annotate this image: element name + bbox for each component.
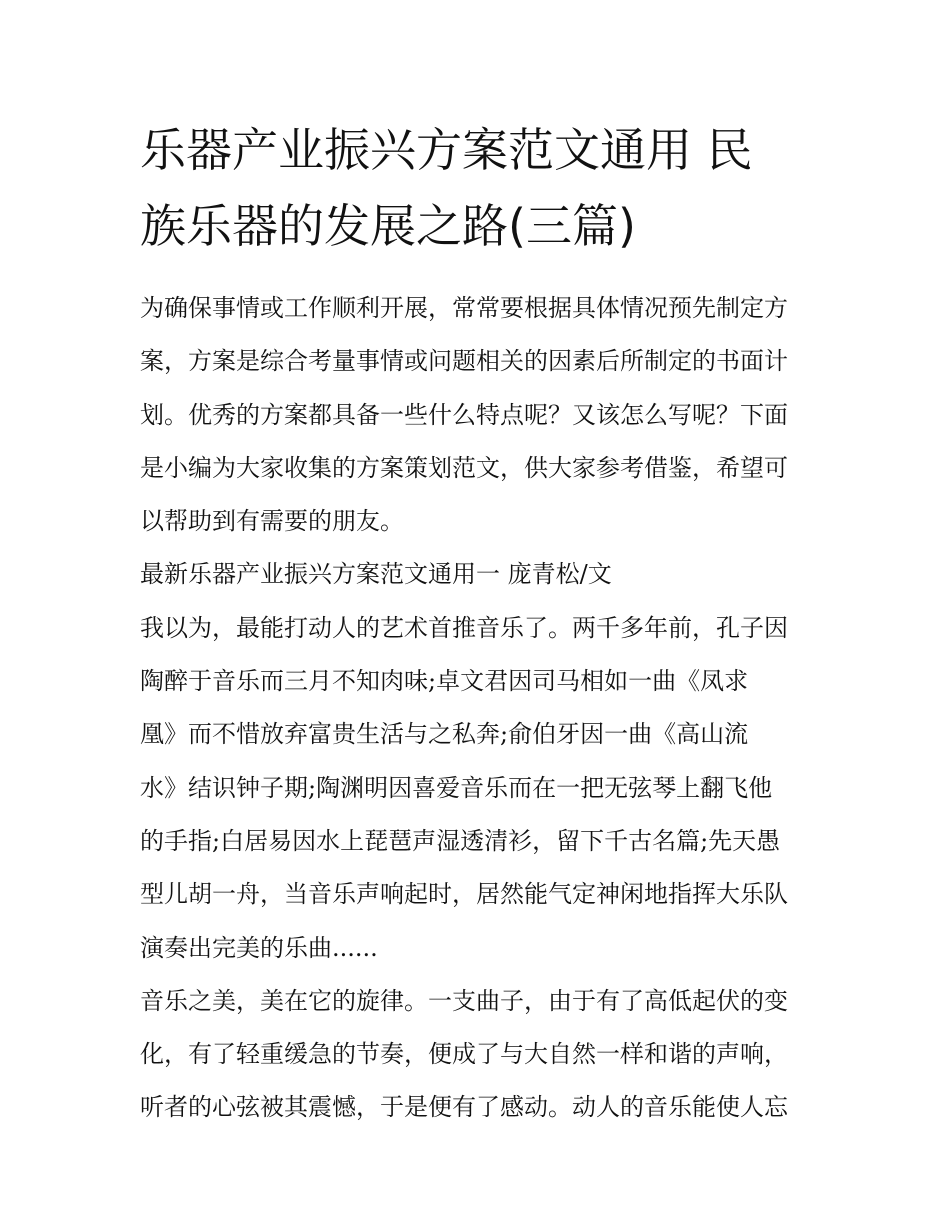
intro-line: 以帮助到有需要的朋友。: [140, 507, 404, 536]
body-line: 的手指;白居易因水上琵琶声湿透清衫，留下千古名篇;先天愚: [140, 826, 781, 855]
section-heading: 最新乐器产业振兴方案范文通用一 庞青松/文: [140, 560, 612, 589]
body-line: 水》结识钟子期;陶渊明因喜爱音乐而在一把无弦琴上翻飞他: [140, 773, 773, 802]
intro-line: 为确保事情或工作顺利开展，常常要根据具体情况预先制定方: [140, 294, 788, 322]
intro-line: 是小编为大家收集的方案策划范文，供大家参考借鉴，希望可: [140, 453, 788, 482]
body-line: 型儿胡一舟，当音乐声响起时，居然能气定神闲地指挥大乐队: [140, 880, 788, 909]
title-line: 乐器产业振兴方案范文通用 民: [140, 123, 753, 177]
intro-line: 划。优秀的方案都具备一些什么特点呢？又该怎么写呢？下面: [140, 400, 788, 429]
document-title: [140, 112, 830, 264]
body-line: 化，有了轻重缓急的节奏，便成了与大自然一样和谐的声响，: [140, 1040, 788, 1069]
body-line: 演奏出完美的乐曲......: [140, 933, 378, 962]
body-line: 凰》而不惜放弃富贵生活与之私奔;俞伯牙因一曲《高山流: [140, 720, 749, 749]
body-line: 陶醉于音乐而三月不知肉味;卓文君因司马相如一曲《凤求: [140, 667, 749, 696]
body-line: 音乐之美，美在它的旋律。一支曲子，由于有了高低起伏的变: [140, 986, 788, 1015]
body-line: 我以为，最能打动人的艺术首推音乐了。两千多年前，孔子因: [140, 613, 788, 642]
document-content: [140, 112, 830, 1135]
intro-line: 案，方案是综合考量事情或问题相关的因素后所制定的书面计: [140, 347, 788, 376]
document-body: [140, 282, 830, 1135]
title-line: 族乐器的发展之路(三篇): [140, 199, 636, 253]
body-line: 听者的心弦被其震憾，于是便有了感动。动人的音乐能使人忘: [140, 1093, 788, 1122]
